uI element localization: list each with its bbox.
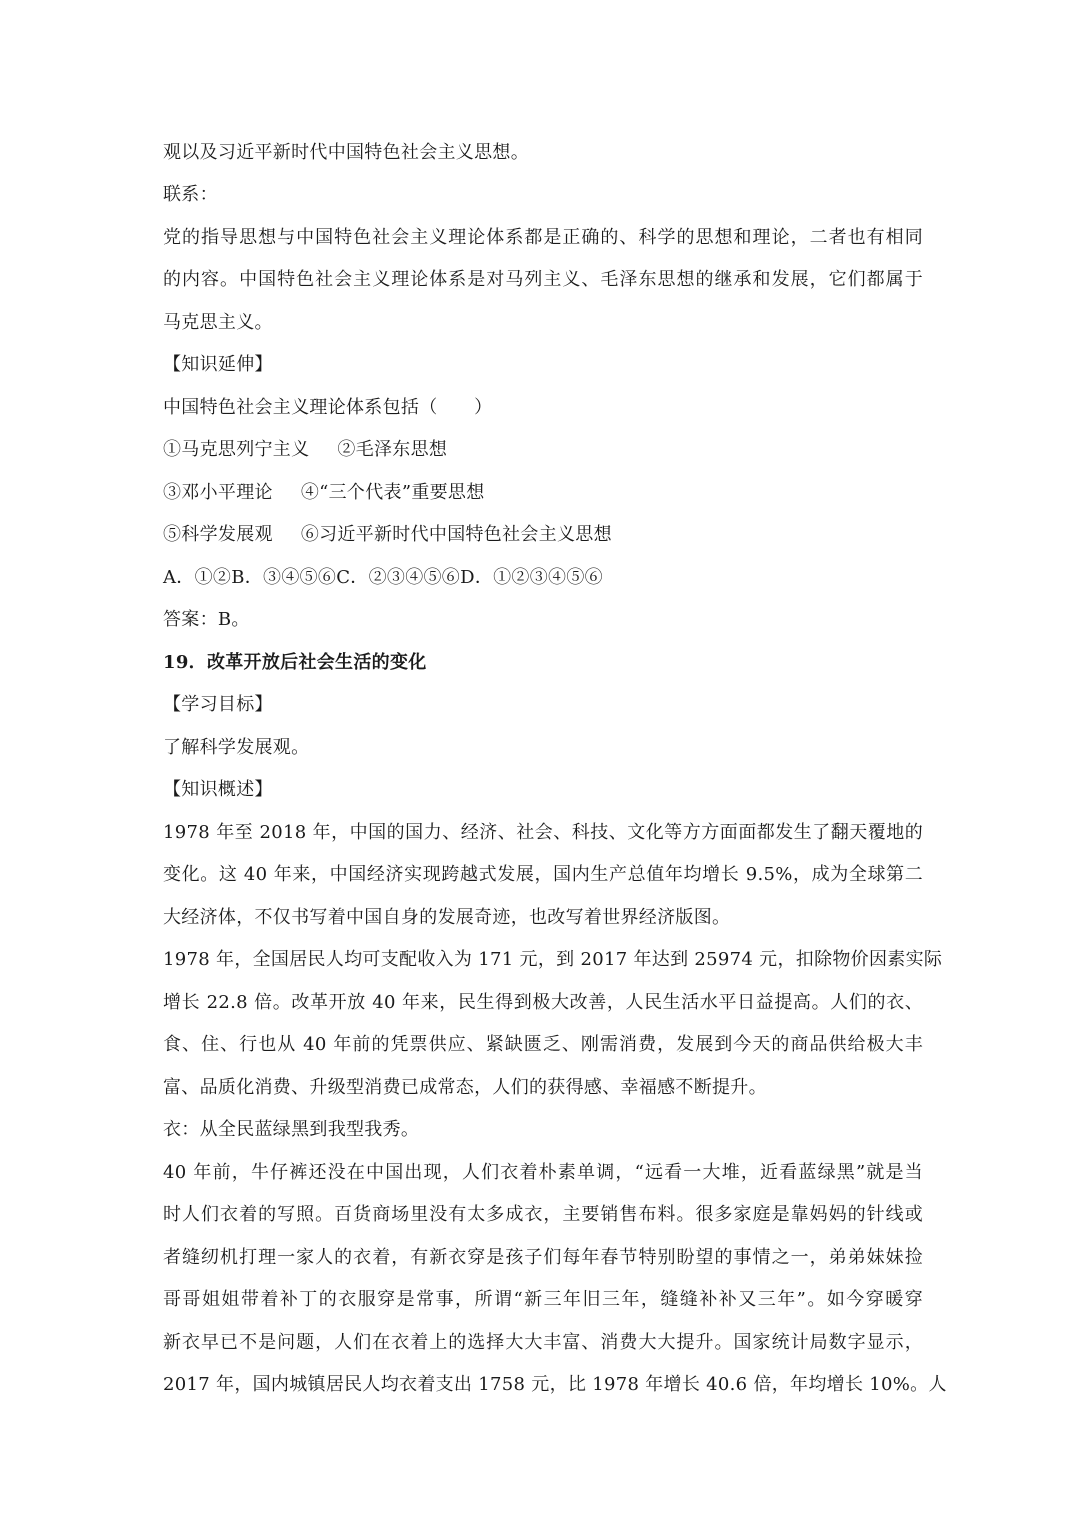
question-answer: 答案：B。: [163, 609, 250, 630]
section-title: 19．改革开放后社会生活的变化: [163, 652, 427, 673]
relation-text-line: 马克思主义。: [163, 312, 273, 333]
relation-label: 联系：: [163, 184, 218, 205]
income-paragraph-line: 增长 22.8 倍。改革开放 40 年来，民生得到极大改善，人民生活水平日益提高。人们的衣、: [163, 992, 923, 1013]
clothing-paragraph-line: 哥哥姐姐带着补丁的衣服穿是常事，所谓“新三年旧三年，缝缝补补又三年”。如今穿暖穿: [163, 1289, 923, 1310]
goal-text: 了解科学发展观。: [163, 737, 310, 758]
income-paragraph-line: 1978 年，全国居民人均可支配收入为 171 元，到 2017 年达到 25974 元，扣除物价因素实际: [163, 949, 943, 970]
overview-paragraph-line: 变化。这 40 年来，中国经济实现跨越式发展，国内生产总值年均增长 9.5%，成为全球第二: [163, 864, 923, 885]
clothing-paragraph-line: 2017 年，国内城镇居民人均衣着支出 1758 元，比 1978 年增长 40.6 倍，年均增长 10%。人: [163, 1374, 947, 1395]
extension-heading: 【知识延伸】: [163, 354, 273, 375]
relation-text-line: 的内容。中国特色社会主义理论体系是对马列主义、毛泽东思想的继承和发展，它们都属于: [163, 269, 923, 290]
overview-paragraph-line: 1978 年至 2018 年，中国的国力、经济、社会、科技、文化等方方面面都发生了翻天覆地的: [163, 822, 923, 843]
clothing-paragraph-line: 时人们衣着的写照。百货商场里没有太多成衣，主要销售布料。很多家庭是靠妈妈的针线或: [163, 1204, 923, 1225]
paragraph-intro-tail: 观以及习近平新时代中国特色社会主义思想。: [163, 142, 529, 163]
question-choices: A．①②B．③④⑤⑥C．②③④⑤⑥D．①②③④⑤⑥: [163, 567, 603, 588]
goal-heading: 【学习目标】: [163, 694, 273, 715]
income-paragraph-line: 食、住、行也从 40 年前的凭票供应、紧缺匮乏、刚需消费，发展到今天的商品供给极大丰: [163, 1034, 923, 1055]
question-stem: 中国特色社会主义理论体系包括（ ）: [163, 397, 493, 418]
clothing-heading: 衣：从全民蓝绿黑到我型我秀。: [163, 1119, 420, 1140]
question-option: ④“三个代表”重要思想: [300, 482, 485, 503]
question-options-row: [163, 522, 923, 548]
clothing-paragraph-line: 者缝纫机打理一家人的衣着，有新衣穿是孩子们每年春节特别盼望的事情之一，弟弟妹妹捡: [163, 1247, 923, 1268]
question-options-row: [163, 437, 923, 463]
clothing-paragraph-line: 40 年前，牛仔裤还没在中国出现，人们衣着朴素单调，“远看一大堆，近看蓝绿黑”就是当: [163, 1162, 923, 1183]
question-option: ①马克思列宁主义: [163, 439, 310, 460]
question-option: ⑥习近平新时代中国特色社会主义思想: [300, 524, 612, 545]
question-option: ③邓小平理论: [163, 482, 273, 503]
clothing-paragraph-line: 新衣早已不是问题，人们在衣着上的选择大大丰富、消费大大提升。国家统计局数字显示，: [163, 1332, 923, 1353]
overview-heading: 【知识概述】: [163, 779, 273, 800]
overview-paragraph-line: 大经济体，不仅书写着中国自身的发展奇迹，也改写着世界经济版图。: [163, 907, 731, 928]
question-options-row: [163, 480, 923, 506]
relation-text-line: 党的指导思想与中国特色社会主义理论体系都是正确的、科学的思想和理论，二者也有相同: [163, 227, 923, 248]
question-option: ⑤科学发展观: [163, 524, 273, 545]
income-paragraph-line: 富、品质化消费、升级型消费已成常态，人们的获得感、幸福感不断提升。: [163, 1077, 767, 1098]
question-option: ②毛泽东思想: [337, 439, 448, 460]
